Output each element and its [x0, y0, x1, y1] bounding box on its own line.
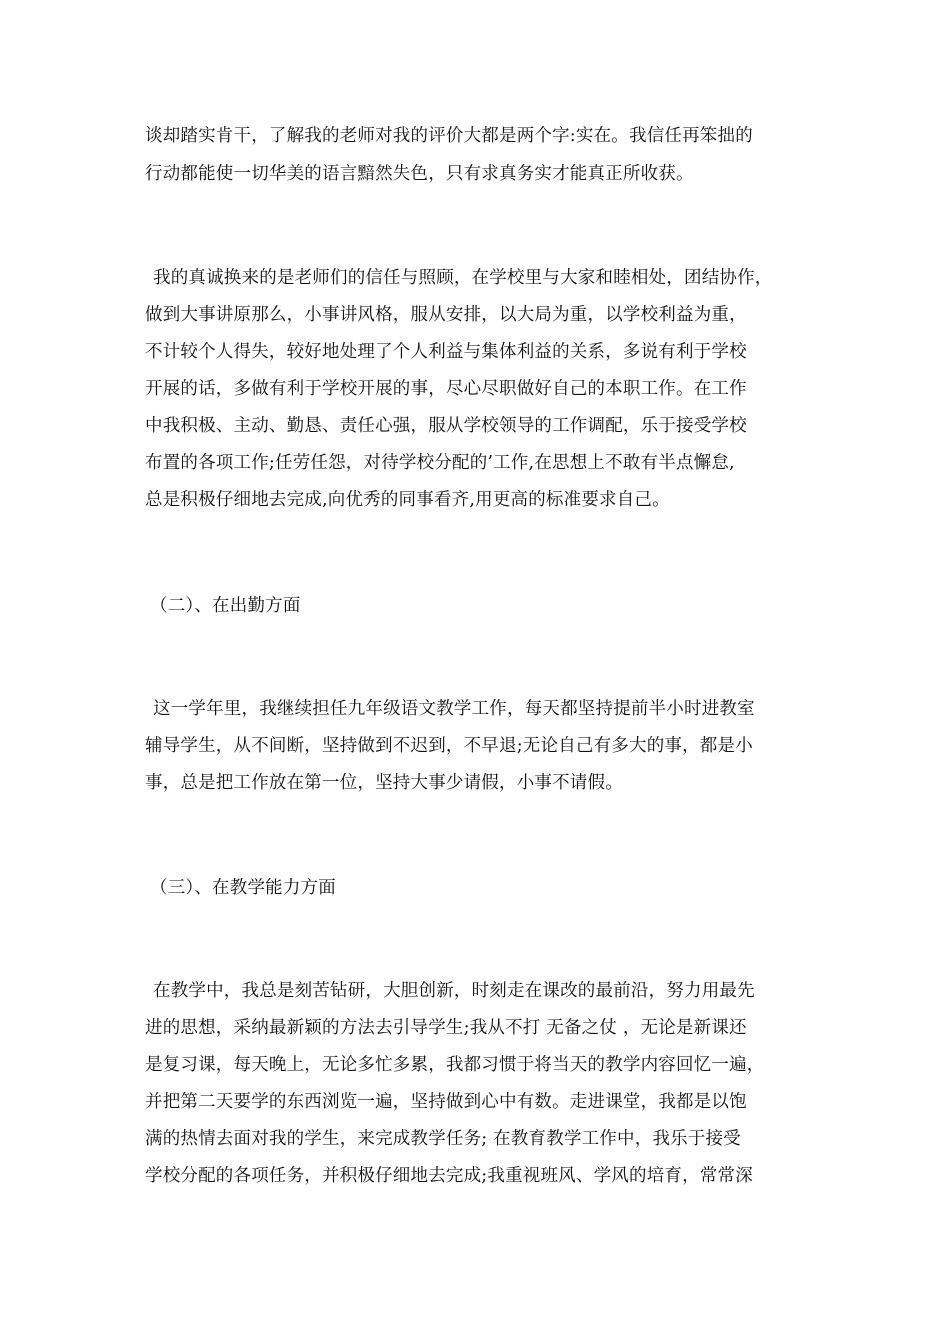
text-line: 满的热情去面对我的学生，来完成教学任务; 在教育教学工作中，我乐于接受: [145, 1129, 741, 1149]
text-line: 辅导学生，从不间断，坚持做到不迟到，不早退;无论自己有多大的事，都是小: [145, 736, 753, 756]
text-line: 这一学年里，我继续担任九年级语文教学工作，每天都坚持提前半小时进教室: [153, 699, 755, 719]
text-line: 中我积极、主动、勤恳、责任心强，服从学校领导的工作调配，乐于接受学校: [145, 416, 747, 436]
text-line: 行动都能使一切华美的语言黯然失色，只有求真务实才能真正所收获。: [145, 164, 694, 184]
section-heading: （三）、在教学能力方面: [150, 878, 336, 898]
text-line: 学校分配的各项任务，并积极仔细地去完成;我重视班风、学风的培育，常常深: [145, 1166, 753, 1186]
text-line: 是复习课，每天晚上，无论多忙多累，我都习惯于将当天的教学内容回忆一遍，: [145, 1055, 765, 1075]
text-line: 布置的各项工作;任劳任怨，对待学校分配的’工作,在思想上不敢有半点懈怠,: [145, 453, 735, 473]
text-line: 谈却踏实肯干，了解我的老师对我的评价大都是两个字:实在。我信任再笨拙的: [145, 126, 753, 146]
text-line: 总是积极仔细地去完成,向优秀的同事看齐,用更高的标准要求自己。: [145, 490, 670, 510]
text-line: 我的真诚换来的是老师们的信任与照顾，在学校里与大家和睦相处，团结协作，: [153, 268, 773, 288]
text-line: 事，总是把工作放在第一位，坚持大事少请假，小事不请假。: [145, 773, 623, 793]
text-line: 在教学中，我总是刻苦钻研，大胆创新，时刻走在课改的最前沿，努力用最先: [153, 981, 755, 1001]
text-line: 做到大事讲原那么，小事讲风格，服从安排，以大局为重，以学校利益为重，: [145, 305, 747, 325]
text-line: 开展的话，多做有利于学校开展的事，尽心尽职做好自己的本职工作。在工作: [145, 379, 747, 399]
text-line: 进的思想，采纳最新颖的方法去引导学生;我从不打 无备之仗 ，无论是新课还: [145, 1018, 747, 1038]
text-line: 不计较个人得失，较好地处理了个人利益与集体利益的关系，多说有利于学校: [145, 342, 747, 362]
text-line: 并把第二天要学的东西浏览一遍，坚持做到心中有数。走进课堂，我都是以饱: [145, 1092, 747, 1112]
section-heading: （二）、在出勤方面: [150, 596, 301, 616]
